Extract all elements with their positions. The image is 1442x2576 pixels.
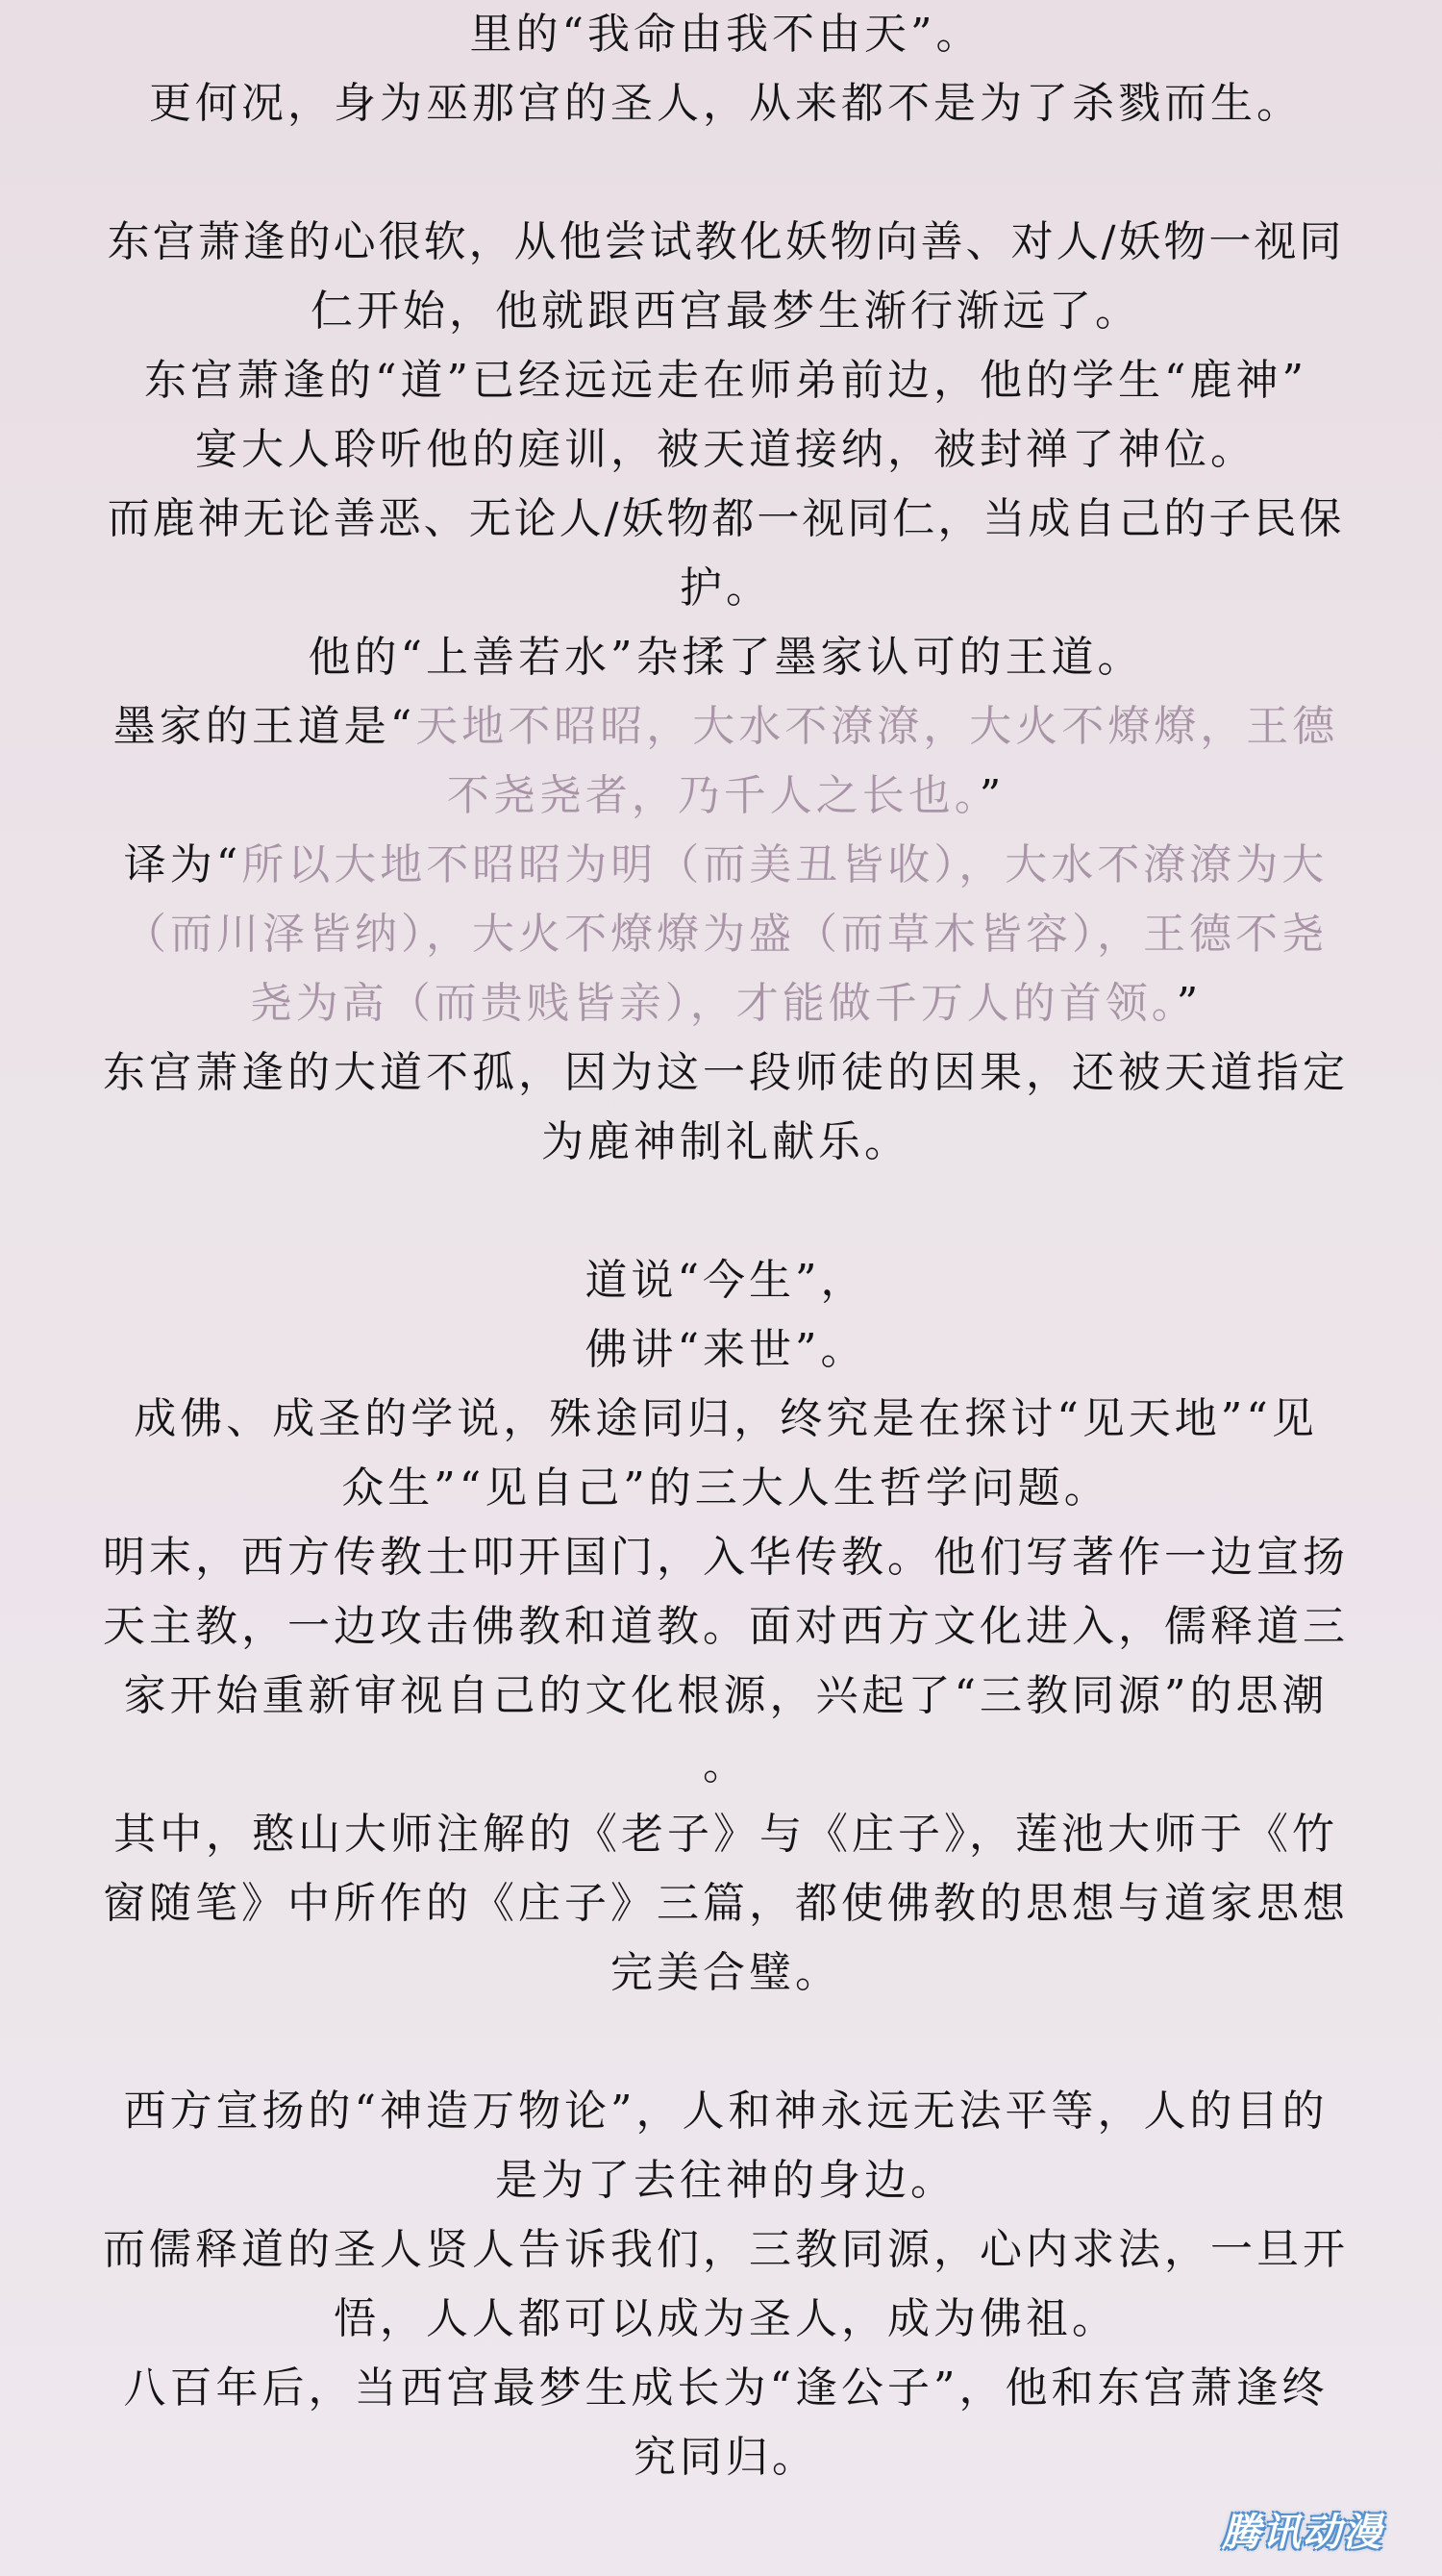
text-line <box>96 1108 1355 1177</box>
text-line <box>96 692 1355 762</box>
text-line <box>96 831 1355 900</box>
text-line <box>96 1800 1355 1869</box>
text-line <box>96 1454 1355 1523</box>
line-text: 其中，憨山大师注解的《老子》与《庄子》，莲池大师于《竹 <box>113 1810 1338 1859</box>
line-text: 是为了去往神的身边。 <box>495 2156 957 2205</box>
text-line <box>96 415 1355 485</box>
line-text: 宴大人聆听他的庭训，被天道接纳，被封禅了神位。 <box>195 425 1256 474</box>
line-text: 家开始重新审视自己的文化根源，兴起了“三教同源”的思潮 <box>123 1671 1329 1720</box>
text-line <box>96 969 1355 1038</box>
text-line <box>96 1038 1355 1108</box>
line-prefix: 译为“ <box>123 840 242 889</box>
line-text: 佛讲“来世”。 <box>584 1325 867 1374</box>
line-text: 明末，西方传教士叩开国门，入华传教。他们写著作一边宣扬 <box>103 1533 1349 1582</box>
line-text: 而儒释道的圣人贤人告诉我们，三教同源，心内求法，一旦开 <box>103 2225 1349 2274</box>
text-line <box>96 762 1355 831</box>
line-text: 东宫萧逢的大道不孤，因为这一段师徒的因果，还被天道指定 <box>103 1048 1349 1097</box>
line-text: 究同归。 <box>634 2433 818 2482</box>
line-text: 而鹿神无论善恶、无论人/妖物都一视同仁，当成自己的子民保 <box>107 494 1345 543</box>
line-text: 天主教，一边攻击佛教和道教。面对西方文化进入，儒释道三 <box>103 1602 1349 1651</box>
text-line <box>96 1246 1355 1315</box>
line-prefix: 墨家的王道是“ <box>112 702 416 751</box>
text-line <box>96 900 1355 969</box>
line-text: 道说“今生”， <box>584 1256 867 1305</box>
text-line <box>96 2354 1355 2423</box>
text-line <box>96 346 1355 415</box>
line-text: 悟，人人都可以成为圣人，成为佛祖。 <box>334 2294 1118 2343</box>
text-line <box>96 1592 1355 1662</box>
line-suffix: ” <box>979 771 1006 820</box>
line-text: 更何况，身为巫那宫的圣人，从来都不是为了杀戮而生。 <box>149 79 1303 128</box>
line-text: 西方宣扬的“神造万物论”，人和神永远无法平等，人的目的 <box>123 2087 1329 2136</box>
text-line <box>96 138 1355 208</box>
line-text: 众生”“见自己”的三大人生哲学问题。 <box>341 1463 1110 1513</box>
line-text: 里的“我命由我不由天”。 <box>469 10 982 59</box>
text-line <box>96 69 1355 138</box>
quoted-classical-text: 尧为高（而贵贱皆亲），才能做千万人的首领。 <box>249 979 1177 1028</box>
text-line <box>96 1523 1355 1592</box>
text-line <box>96 1177 1355 1246</box>
watermark-text: 腾讯动漫 <box>1222 2510 1383 2555</box>
line-text: 东宫萧逢的“道”已经远远走在师弟前边，他的学生“鹿神” <box>144 356 1307 405</box>
line-text: 成佛、成圣的学说，殊途同归，终究是在探讨“见天地”“见 <box>134 1394 1318 1443</box>
line-text: 他的“上善若水”杂揉了墨家认可的王道。 <box>308 633 1144 682</box>
line-text: 完美合璧。 <box>610 1948 841 1997</box>
text-line <box>96 1869 1355 1938</box>
line-suffix: ” <box>1176 979 1203 1028</box>
text-line <box>96 0 1355 69</box>
text-line <box>96 1662 1355 1731</box>
quoted-classical-text: （而川泽皆纳），大火不燎燎为盛（而草木皆容），王德不尧 <box>124 910 1328 959</box>
watermark-logo <box>1187 2500 1418 2558</box>
text-line <box>96 277 1355 346</box>
line-text: 仁开始，他就跟西宫最梦生渐行渐远了。 <box>311 287 1141 336</box>
line-text: 护。 <box>680 563 772 613</box>
text-line <box>96 2077 1355 2146</box>
text-line <box>96 2008 1355 2077</box>
quoted-classical-text: 不尧尧者，乃千人之长也。 <box>446 771 980 820</box>
text-line <box>96 554 1355 623</box>
text-line <box>96 2423 1355 2492</box>
text-line <box>96 1731 1355 1800</box>
text-line <box>96 1938 1355 2008</box>
text-block <box>96 0 1355 2492</box>
line-text: 东宫萧逢的心很软，从他尝试教化妖物向善、对人/妖物一视同 <box>107 217 1345 266</box>
text-line <box>96 2146 1355 2215</box>
line-text: 窗随笔》中所作的《庄子》三篇，都使佛教的思想与道家思想 <box>103 1879 1349 1928</box>
quoted-classical-text: 所以大地不昭昭为明（而美丑皆收），大水不潦潦为大 <box>241 840 1329 889</box>
text-line <box>96 208 1355 277</box>
text-line <box>96 1385 1355 1454</box>
text-line <box>96 2215 1355 2285</box>
text-line <box>96 1315 1355 1385</box>
line-text: 八百年后，当西宫最梦生成长为“逢公子”，他和东宫萧逢终 <box>123 2363 1329 2413</box>
line-text: 。 <box>703 1740 749 1789</box>
line-text: 为鹿神制礼献乐。 <box>541 1117 910 1166</box>
text-line <box>96 2285 1355 2354</box>
text-line <box>96 623 1355 692</box>
text-line <box>96 485 1355 554</box>
quoted-classical-text: 天地不昭昭，大水不潦潦，大火不燎燎，王德 <box>415 702 1339 751</box>
article-body <box>96 0 1355 2492</box>
